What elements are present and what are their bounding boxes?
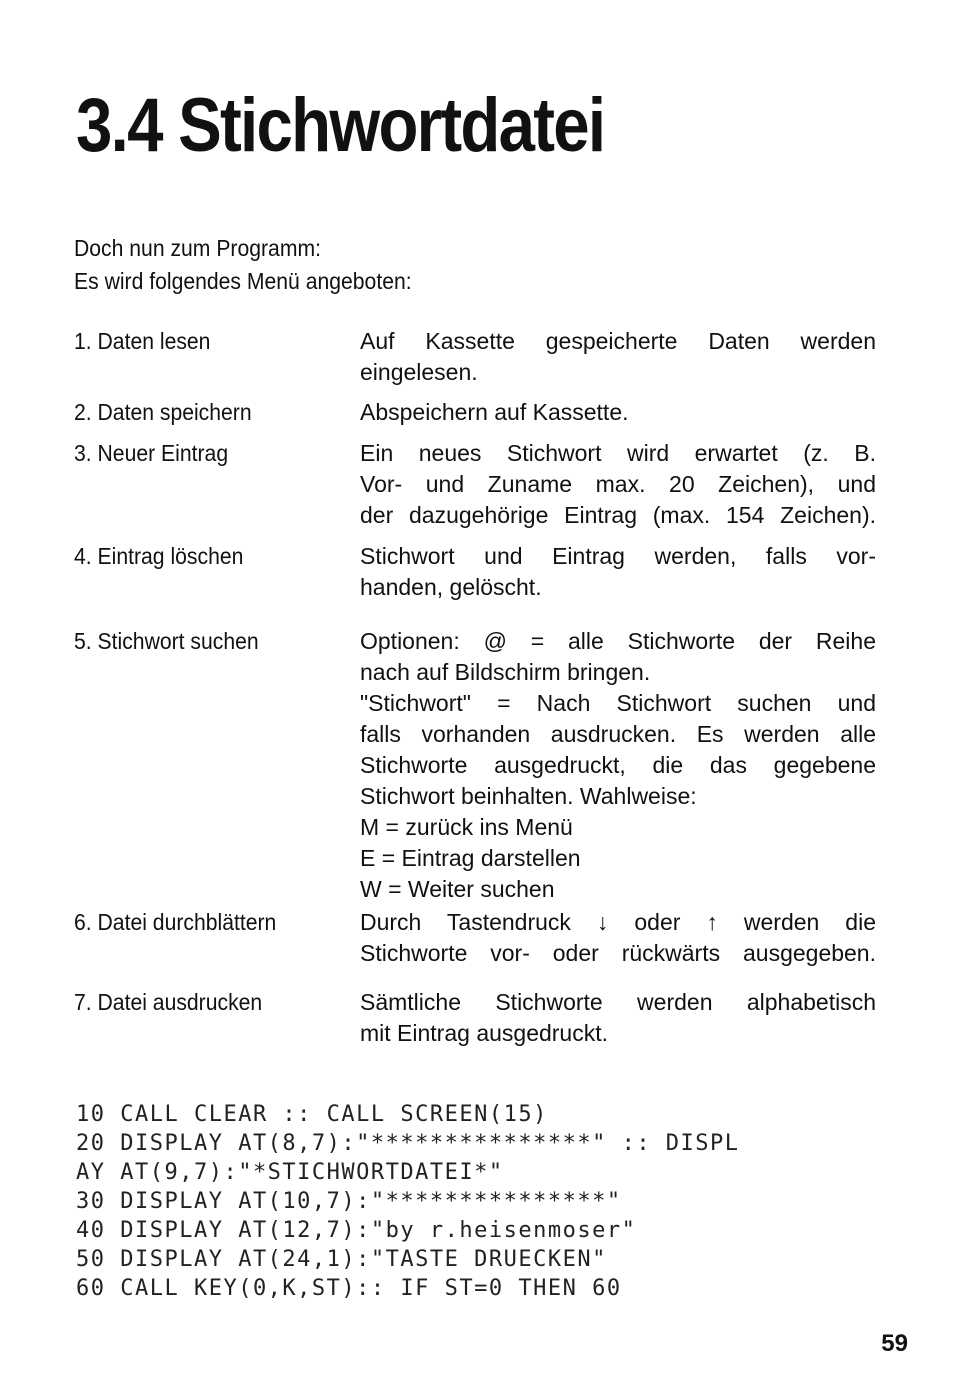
code-line: 60 CALL KEY(0,K,ST):: IF ST=0 THEN 60 xyxy=(76,1276,622,1301)
menu-item-1-desc xyxy=(360,326,876,388)
intro-line: Doch nun zum Programm: xyxy=(74,235,321,261)
desc-line: Ein neues Stichwort wird erwartet (z. B. xyxy=(360,440,876,466)
menu-item-6-label: 6. Datei durchblättern xyxy=(74,909,277,935)
desc-line: Sämtliche Stichworte werden alphabetisch xyxy=(360,989,876,1015)
desc-line: Auf Kassette gespeicherte Daten werden xyxy=(360,328,876,354)
menu-item-3-label: 3. Neuer Eintrag xyxy=(74,440,229,466)
desc-line: E = Eintrag darstellen xyxy=(360,845,581,871)
desc-line: eingelesen. xyxy=(360,359,478,385)
menu-item-5-label: 5. Stichwort suchen xyxy=(74,628,259,654)
desc-line: handen, gelöscht. xyxy=(360,574,542,600)
menu-item-7-desc xyxy=(360,987,876,1049)
desc-line: Durch Tastendruck ↓ oder ↑ werden die xyxy=(360,909,876,935)
desc-line: W = Weiter suchen xyxy=(360,876,555,902)
menu-item-5-desc xyxy=(360,626,876,905)
desc-line: falls vorhanden ausdrucken. Es werden alle xyxy=(360,721,876,747)
desc-line: Stichwort und Eintrag werden, falls vor- xyxy=(360,543,876,569)
menu-item-1-label: 1. Daten lesen xyxy=(74,328,211,354)
menu-item-2-desc xyxy=(360,397,876,428)
code-line: 40 DISPLAY AT(12,7):"by r.heisenmoser" xyxy=(76,1218,637,1243)
desc-line: Stichworte vor- oder rückwärts ausgegeben. xyxy=(360,940,876,966)
code-line: 50 DISPLAY AT(24,1):"TASTE DRUECKEN" xyxy=(76,1247,607,1272)
code-line: 30 DISPLAY AT(10,7):"***************" xyxy=(76,1189,622,1214)
desc-line: nach auf Bildschirm bringen. xyxy=(360,659,651,685)
desc-line: Optionen: @ = alle Stichworte der Reihe xyxy=(360,628,876,654)
desc-line: Stichworte ausgedruckt, die das gegebene xyxy=(360,752,876,778)
page-number: 59 xyxy=(881,1330,908,1357)
desc-line: Abspeichern auf Kassette. xyxy=(360,399,629,425)
desc-line: "Stichwort" = Nach Stichwort suchen und xyxy=(360,690,876,716)
section-heading: 3.4 Stichwortdatei xyxy=(76,83,605,168)
menu-item-4-label: 4. Eintrag löschen xyxy=(74,543,244,569)
menu-item-4-desc xyxy=(360,541,876,603)
intro-text xyxy=(74,232,412,298)
menu-item-3-desc xyxy=(360,438,876,531)
code-line: AY AT(9,7):"*STICHWORTDATEI*" xyxy=(76,1160,504,1185)
desc-line: der dazugehörige Eintrag (max. 154 Zeichen). xyxy=(360,502,876,528)
desc-line: Stichwort beinhalten. Wahlweise: xyxy=(360,783,697,809)
desc-line: Vor- und Zuname max. 20 Zeichen), und xyxy=(360,471,876,497)
menu-item-6-desc xyxy=(360,907,876,969)
desc-line: M = zurück ins Menü xyxy=(360,814,573,840)
menu-item-2-label: 2. Daten speichern xyxy=(74,399,252,425)
intro-line: Es wird folgendes Menü angeboten: xyxy=(74,268,412,294)
code-listing xyxy=(76,1100,896,1303)
menu-item-7-label: 7. Datei ausdrucken xyxy=(74,989,263,1015)
code-line: 20 DISPLAY AT(8,7):"***************" :: DISPL xyxy=(76,1131,740,1156)
desc-line: mit Eintrag ausgedruckt. xyxy=(360,1020,609,1046)
code-line: 10 CALL CLEAR :: CALL SCREEN(15) xyxy=(76,1102,548,1127)
